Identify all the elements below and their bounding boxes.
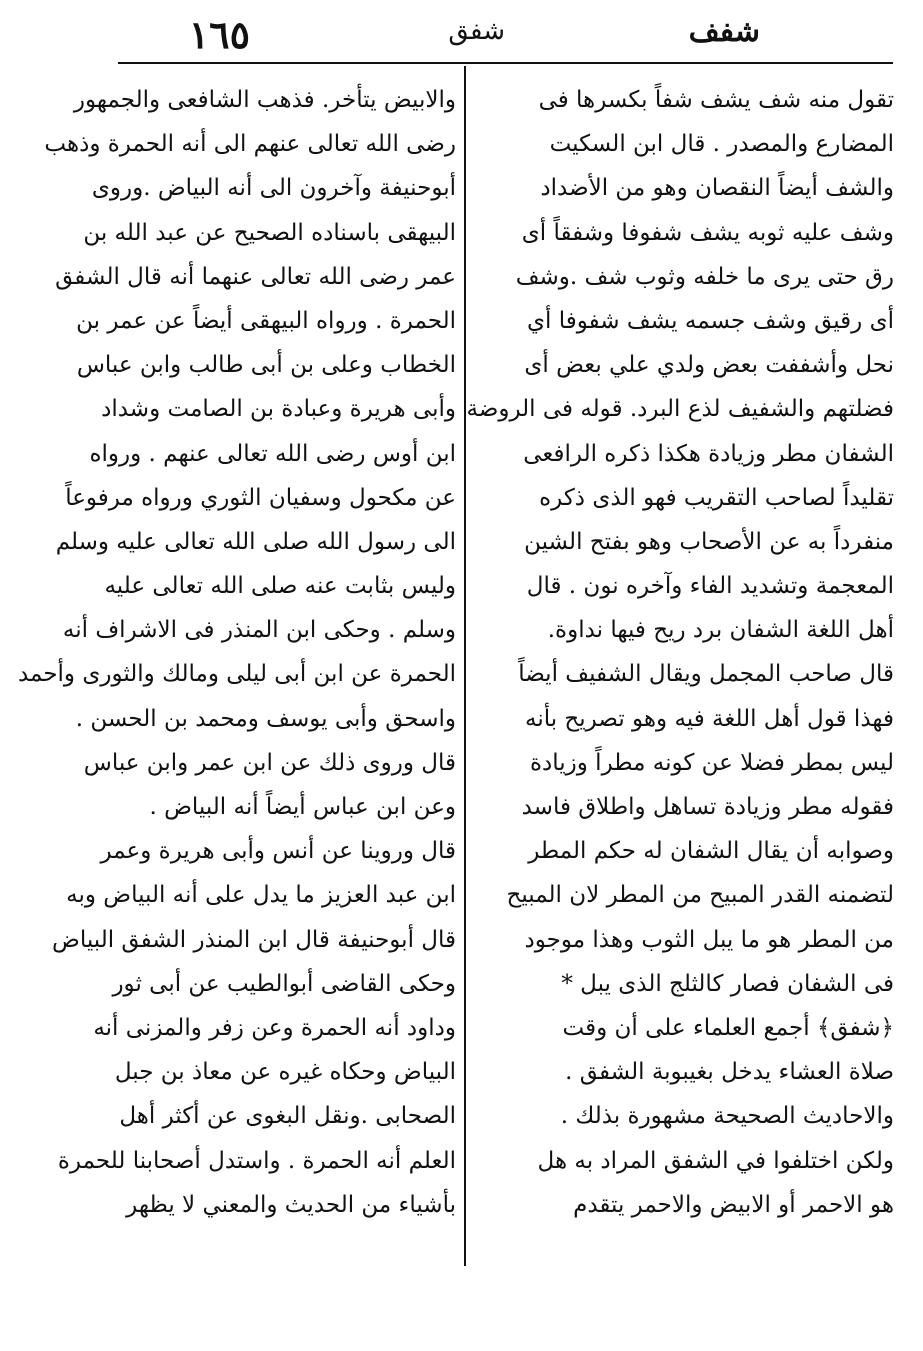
text-line: رق حتى يرى ما خلفه وثوب شف .وشف xyxy=(515,263,894,290)
text-line: نحل وأشففت بعض ولدي علي بعض أى xyxy=(524,352,894,379)
text-line: الصحابى .ونقل البغوى عن أكثر أهل xyxy=(119,1103,456,1130)
text-line: وشف عليه ثوبه يشف شفوفا وشفقاً أى xyxy=(521,219,894,246)
text-line: عن مكحول وسفيان الثوري ورواه مرفوعاً xyxy=(65,484,456,511)
text-line: الحمرة . ورواه البيهقى أيضاً عن عمر بن xyxy=(76,307,456,334)
text-line: عمر رضى الله تعالى عنهما أنه قال الشفق xyxy=(55,263,456,290)
header-entry-word: شفف xyxy=(688,14,760,49)
text-line: فى الشفان فصار كالثلج الذى يبل * xyxy=(561,970,894,997)
left-text-column xyxy=(17,78,456,1227)
text-line: قال أبوحنيفة قال ابن المنذر الشفق البياض xyxy=(52,926,456,953)
text-line: ليس بمطر فضلا عن كونه مطراً وزيادة xyxy=(529,749,894,776)
text-line: أهل اللغة الشفان برد ريح فيها نداوة. xyxy=(547,617,894,644)
text-line: الحمرة عن ابن أبى ليلى ومالك والثورى وأحمد xyxy=(17,661,456,688)
text-line: المعجمة وتشديد الفاء وآخره نون . قال xyxy=(526,573,894,600)
text-line: تقليداً لصاحب التقريب فهو الذى ذكره xyxy=(539,484,894,511)
text-line: من المطر هو ما يبل الثوب وهذا موجود xyxy=(524,926,894,953)
text-line: البيهقى باسناده الصحيح عن عبد الله بن xyxy=(83,219,456,246)
text-line: رضى الله تعالى عنهم الى أنه الحمرة وذهب xyxy=(44,131,456,158)
text-line: الى رسول الله صلى الله تعالى عليه وسلم xyxy=(55,528,456,555)
text-line: وأبى هريرة وعبادة بن الصامت وشداد xyxy=(101,396,456,423)
text-line: ولكن اختلفوا في الشفق المراد به هل xyxy=(537,1147,894,1174)
column-divider xyxy=(464,66,466,1266)
text-line: قال وروى ذلك عن ابن عمر وابن عباس xyxy=(83,749,456,776)
text-line: وداود أنه الحمرة وعن زفر والمزنى أنه xyxy=(93,1014,456,1041)
page-number: ١٦٥ xyxy=(188,12,250,57)
text-line: قال وروينا عن أنس وأبى هريرة وعمر xyxy=(100,838,456,865)
text-line: والابيض يتأخر. فذهب الشافعى والجمهور xyxy=(73,87,456,113)
text-line: العلم أنه الحمرة . واستدل أصحابنا للحمرة xyxy=(57,1147,456,1174)
right-text-column xyxy=(466,78,894,1227)
text-line: أبوحنيفة وآخرون الى أنه البياض .وروى xyxy=(91,175,456,202)
text-line: وعن ابن عباس أيضاً أنه البياض . xyxy=(149,794,456,820)
text-line: وسلم . وحكى ابن المنذر فى الاشراف أنه xyxy=(62,617,456,644)
text-line: وصوابه أن يقال الشفان له حكم المطر xyxy=(528,838,894,865)
text-line: والاحاديث الصحيحة مشهورة بذلك . xyxy=(560,1103,894,1130)
header-running-title: شفق xyxy=(448,16,505,46)
text-line: فهذا قول أهل اللغة فيه وهو تصريح بأنه xyxy=(524,705,894,732)
text-line: هو الاحمر أو الابيض والاحمر يتقدم xyxy=(573,1191,894,1218)
header-rule xyxy=(118,62,893,64)
text-line: بأشياء من الحديث والمعني لا يظهر xyxy=(126,1191,456,1218)
text-line: ﴿شفق﴾ أجمع العلماء على أن وقت xyxy=(562,1014,894,1041)
text-line: ابن عبد العزيز ما يدل على أنه البياض وبه xyxy=(66,882,456,909)
text-line: الشفان مطر وزيادة هكذا ذكره الرافعى xyxy=(523,440,894,467)
text-line: المضارع والمصدر . قال ابن السكيت xyxy=(549,131,894,158)
text-line: صلاة العشاء يدخل بغيبوبة الشفق . xyxy=(565,1059,894,1086)
text-line: لتضمنه القدر المبيح من المطر لان المبيح xyxy=(506,882,894,909)
text-line: ابن أوس رضى الله تعالى عنهم . ورواه xyxy=(89,440,456,467)
text-line: الخطاب وعلى بن أبى طالب وابن عباس xyxy=(76,352,456,379)
text-line: واسحق وأبى يوسف ومحمد بن الحسن . xyxy=(75,705,456,732)
text-line: قال صاحب المجمل ويقال الشفيف أيضاً xyxy=(518,661,894,688)
text-line: وحكى القاضى أبوالطيب عن أبى ثور xyxy=(112,970,456,997)
text-line: فقوله مطر وزيادة تساهل واطلاق فاسد xyxy=(521,794,894,820)
text-line: وليس بثابت عنه صلى الله تعالى عليه xyxy=(104,573,456,600)
text-line: تقول منه شف يشف شفاً بكسرها فى xyxy=(538,87,894,113)
page-header xyxy=(90,14,890,64)
text-line: منفرداً به عن الأصحاب وهو بفتح الشين xyxy=(524,528,894,555)
text-line: فضلتهم والشفيف لذع البرد. قوله فى الروضة xyxy=(466,396,894,423)
text-line: والشف أيضاً النقصان وهو من الأضداد xyxy=(540,175,894,202)
text-line: أى رقيق وشف جسمه يشف شفوفا أي xyxy=(527,307,894,334)
text-line: البياض وحكاه غيره عن معاذ بن جبل xyxy=(114,1059,456,1086)
